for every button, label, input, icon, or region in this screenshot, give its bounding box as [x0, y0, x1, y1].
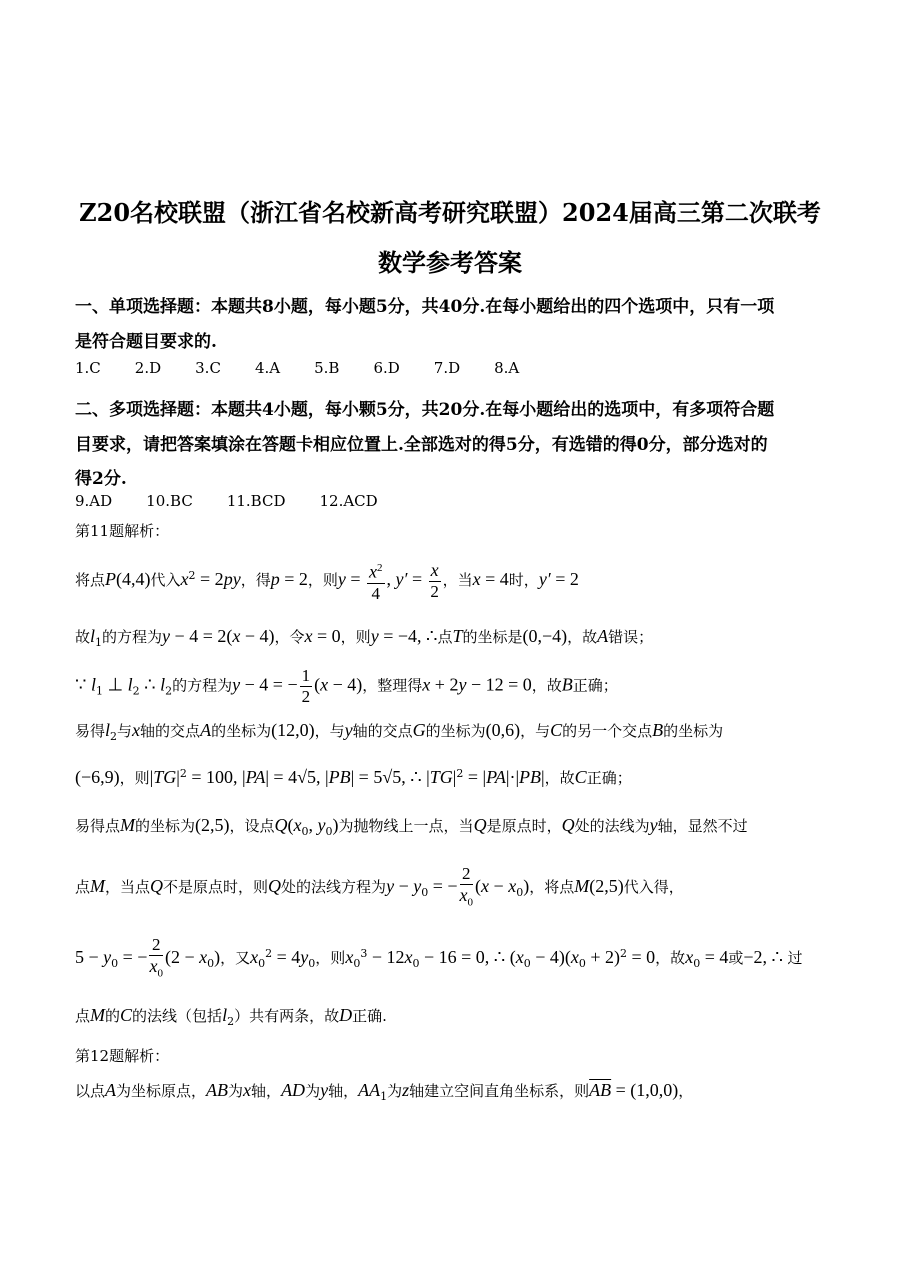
q11-line5: (−6,9)，则$|TG|^2 = 100$, |PA| = 4√5, |PB| = 5√5, ∴ $|TG|^2 = |PA|\cdot|PB|$，故C正确； — [75, 767, 632, 787]
section2-heading-line2: 目要求，请把答案填涂在答题卡相应位置上.全部选对的得5分，有选错的得0分，部分选对的 — [75, 435, 768, 455]
answer-11: 11.BCD — [226, 492, 286, 510]
answer-10: 10.BC — [146, 492, 193, 510]
section2-heading-line1: 二、多项选择题：本题共4小题，每小颗5分，共20分.在每小题给出的选项中，有多项符合题 — [75, 400, 775, 420]
q11-line9: 点M的C的法线（包括$l_2$）共有两条，故D正确. — [75, 1005, 387, 1028]
answer-1: 1.C — [75, 359, 101, 377]
q11-line1: 将点P(4,4)代入$x^2 = 2py$，得p = 2，则y = $\frac{x^2}{4}$ , y′ = $\frac{x}{2}$ ，当x = 4时，y′ = 2 — [75, 559, 579, 603]
answer-5: 5.B — [314, 359, 340, 377]
answer-4: 4.A — [254, 359, 281, 377]
answer-8: 8.A — [494, 359, 520, 377]
answer-6: 6.D — [373, 359, 400, 377]
q12-label: 第12题解析： — [75, 1047, 170, 1065]
q11-line3: ∵ $l_1$ ⊥ $l_2$ ∴ $l_2$的方程为y − 4 = − $\frac{1}{2}$ (x − 4)，整理得x + 2y − 12 = 0，故B正确； — [75, 666, 618, 706]
section2-heading-line3: 得2分. — [75, 469, 127, 489]
answer-9: 9.AD — [75, 492, 113, 510]
q11-line6: 易得点M的坐标为(2,5)，设点$Q(x_0$, $y_0$)为抛物线上一点，当Q是原点时，Q处的法线为y轴，显然不过 — [75, 815, 748, 838]
section1-answers — [75, 359, 553, 377]
answer-12: 12.ACD — [319, 492, 378, 510]
q12-line1: 以点A为坐标原点，AB为x轴，AD为y轴，$AA_1$为z轴建立空间直角坐标系，则$\overline{AB} = (1,0,0)$， — [75, 1080, 694, 1103]
q11-line7: 点M，当点Q不是原点时，则Q处的法线方程为$y - y_0$ = − $\frac{2}{x_0}$ $(x - x_0)$，将点M(2,5)代入得， — [75, 864, 684, 909]
page-subtitle: 数学参考答案 — [378, 248, 522, 277]
page-title: Z20名校联盟（浙江省名校新高考研究联盟）2024届高三第二次联考 — [79, 198, 821, 227]
q11-line4: 易得$l_2$与x轴的交点A的坐标为(12,0)，与y轴的交点G的坐标为(0,6)，与C的另一个交点B的坐标为 — [75, 720, 724, 743]
q11-line8: $5 - y_0$ = − $\frac{2}{x_0}$ $(2 - x_0)$，又$x_0^2 = 4y_0$，则$x_0^3 - 12x_0 - 16 = 0$, ∴ $(x_0 - 4)(x_0 + 2)^2 = 0$，故$x_0 = 4$或−2, ∴ 过 — [75, 935, 803, 980]
section1-heading-line2: 是符合题目要求的. — [75, 332, 217, 352]
section1-heading-line1: 一、单项选择题：本题共8小题，每小题5分，共40分.在每小题给出的四个选项中，只有一项 — [75, 297, 775, 317]
answer-7: 7.D — [433, 359, 461, 377]
answer-3: 3.C — [195, 359, 221, 377]
q11-line2: 故$l_1$的方程为y − 4 = 2(x − 4)，令x = 0，则y = −4, ∴点T的坐标是(0,−4)，故A错误； — [75, 626, 654, 649]
q11-label: 第11题解析： — [75, 522, 170, 540]
answer-2: 2.D — [134, 359, 162, 377]
section2-answers — [75, 492, 412, 510]
